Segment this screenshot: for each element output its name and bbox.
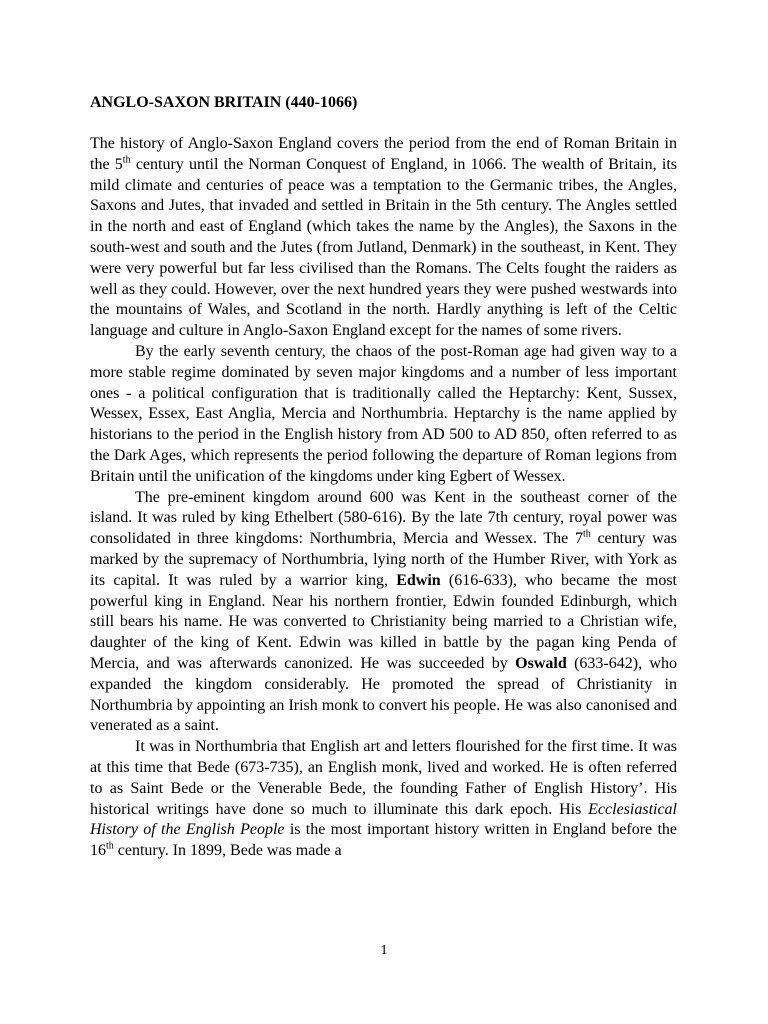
document-title: ANGLO-SAXON BRITAIN (440-1066)	[90, 94, 358, 111]
text-run: century until the Norman Conquest of England, in 1066. The wealth of Britain, its mild climate and centuries of peace was a temptation to the Germanic tribes, the Angles, Saxons and Jutes, that invaded and settled in Britain in the 5th century. The Angles settled in the north and east of England (which takes the name by the Angles), the Saxons in the south-west and south and the Jutes (from Jutland, Denmark) in the southeast, in Kent. They were very powerful but far less civilised than the Romans. The Celts fought the raiders as well as they could. However, over the next hundred years they were pushed westwards into the mountains of Wales, and Scotland in the north. Hardly anything is left of the Celtic language and culture in Anglo-Saxon England except for the names of some rivers.	[90, 155, 677, 340]
document-body	[90, 134, 677, 862]
text-run: By the early seventh century, the chaos of the post-Roman age had given way to a more stable regime dominated by seven major kingdoms and a number of less important ones - a political configuration that is traditionally called the Heptarchy: Kent, Sussex, Wessex, Essex, East Anglia, Mercia and Northumbria. Heptarchy is the name applied by historians to the period in the English history from AD 500 to AD 850, often referred to as the Dark Ages, which represents the period following the departure of Roman legions from Britain until the unification of the kingdoms under king Egbert of Wessex.	[90, 342, 677, 485]
page-number: 1	[380, 943, 388, 958]
body-paragraph	[90, 737, 677, 862]
superscript: th	[122, 154, 131, 166]
superscript: th	[582, 528, 591, 540]
text-run: The pre-eminent kingdom around 600 was Kent in the southeast corner of the island. It was ruled by king Ethelbert (580-616). By the late 7th century, royal power was consolidated in three kingdoms: Northumbria, Mercia and Wessex. The 7	[90, 488, 677, 548]
superscript: th	[106, 840, 114, 852]
body-paragraph	[90, 134, 677, 342]
text-run: It was in Northumbria that English art and letters flourished for the first time. It was at this time that Bede (673-735), an English monk, lived and worked. He is often referred to as Saint Bede or the Venerable Bede, the founding Father of English History’. His historical writings have done so much to illuminate this dark epoch. His	[90, 738, 677, 818]
text-run: is the most important history written in England before the 16	[90, 821, 678, 860]
italic-title: Ecclesiastical History of the English People	[90, 800, 677, 839]
body-paragraph	[90, 488, 677, 738]
bold-name: Edwin	[396, 571, 441, 589]
text-run: The history of Anglo-Saxon England covers the period from the end of Roman Britain in the 5	[90, 135, 677, 173]
text-run: (633-642), who expanded the kingdom considerably. He promoted the spread of Christianity in Northumbria by appointing an Irish monk to convert his people. He was also canonised and venerated as a saint.	[90, 654, 677, 735]
bold-name: Oswald	[515, 654, 567, 672]
text-run: century. In 1899, Bede was made a	[113, 842, 342, 860]
body-paragraph	[90, 342, 677, 488]
text-run: century was marked by the supremacy of Northumbria, lying north of the Humber River, with York as its capital. It was ruled by a warrior king,	[90, 530, 678, 589]
text-run: (616-633), who became the most powerful king in England. Near his northern frontier, Edwin founded Edinburgh, which still bears his name. He was converted to Christianity being married to a Christian wife, daughter of the king of Kent. Edwin was killed in battle by the pagan king Penda of Mercia, and was afterwards canonized. He was succeeded by	[90, 571, 677, 672]
